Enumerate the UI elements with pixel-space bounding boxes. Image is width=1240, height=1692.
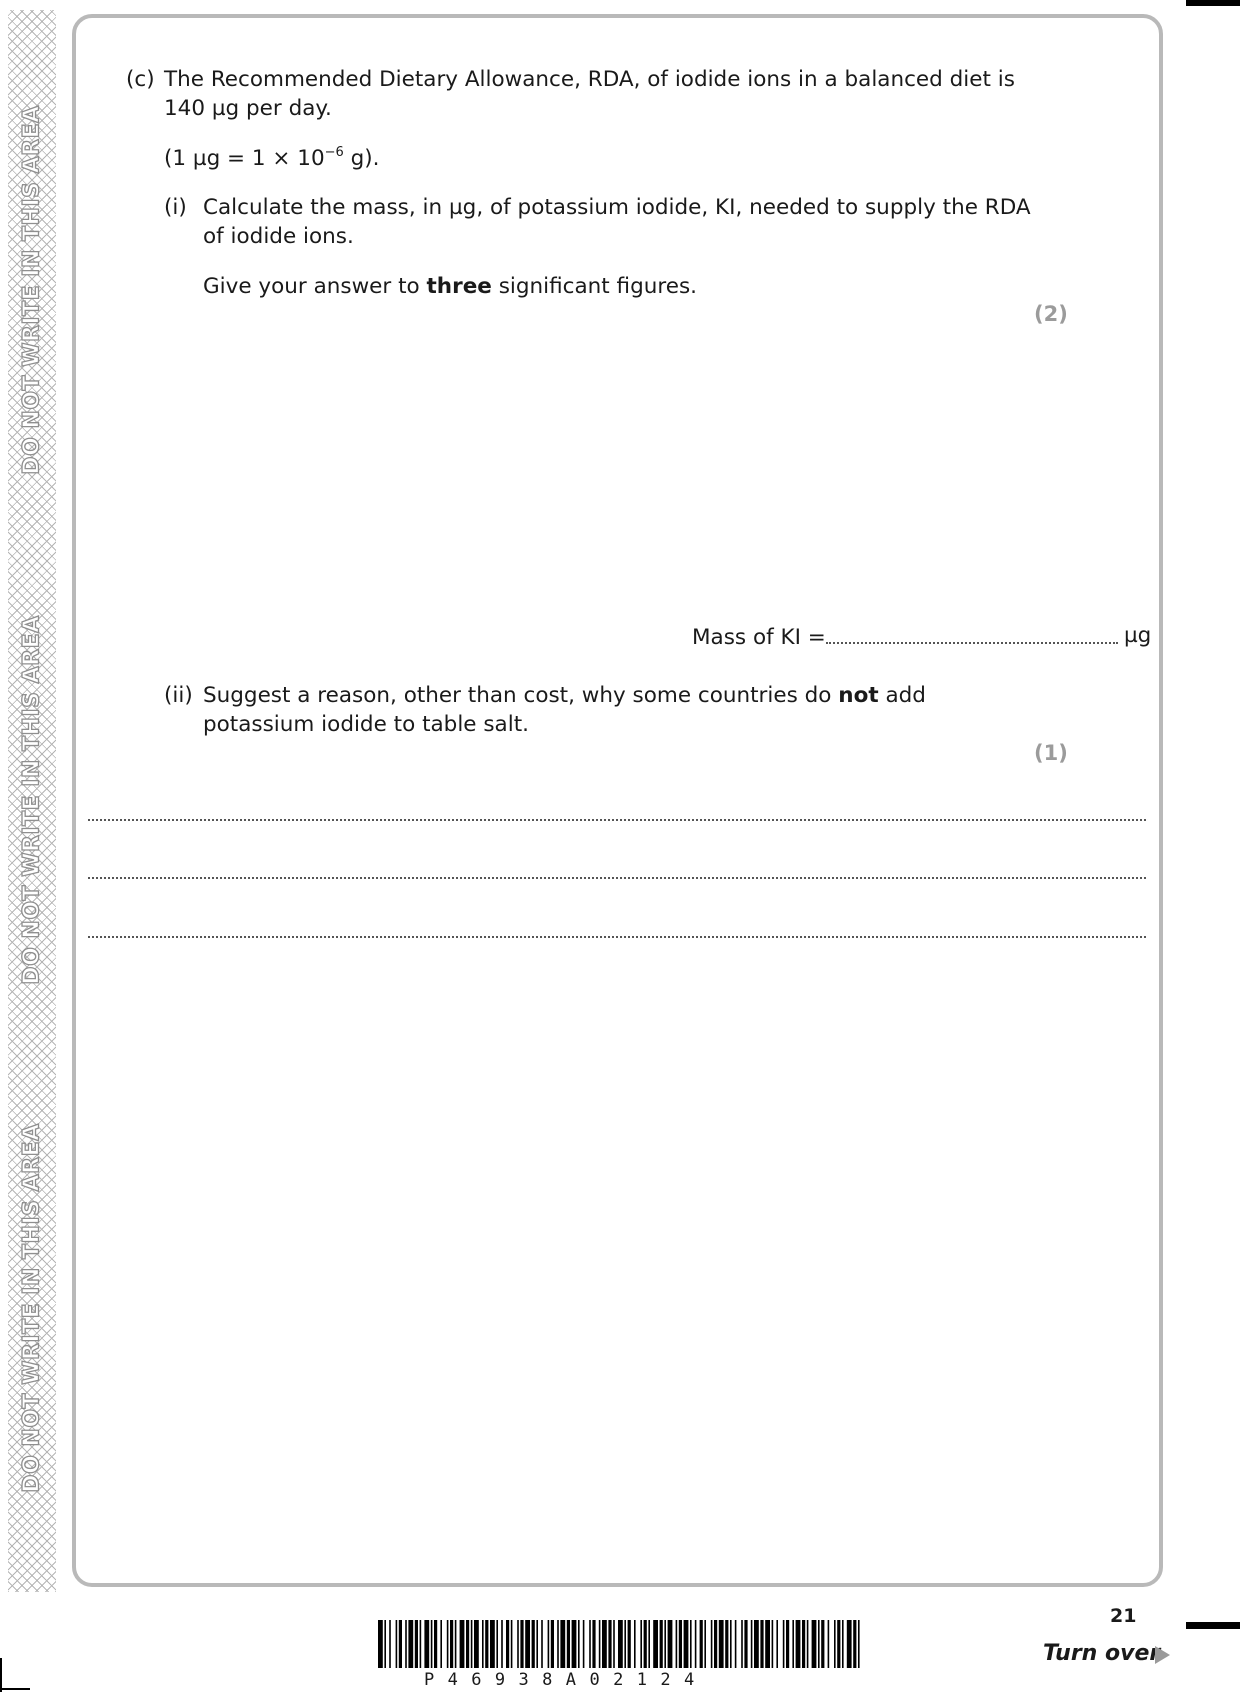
answer-unit: µg (1124, 623, 1152, 648)
barcode-bar (583, 1620, 585, 1668)
crop-mark-horizontal (0, 1688, 30, 1690)
barcode-bar (501, 1620, 503, 1668)
barcode-bar (754, 1620, 759, 1668)
barcode-bar (714, 1620, 717, 1668)
barcode-bar (440, 1620, 442, 1668)
barcode-bar (455, 1620, 457, 1668)
part-ii-text-line2: potassium iodide to table salt. (203, 712, 529, 737)
barcode-bar (676, 1620, 678, 1668)
barcode-bar (735, 1620, 737, 1668)
barcode-bar (482, 1620, 484, 1668)
barcode-bar (792, 1620, 794, 1668)
barcode-bar (618, 1620, 623, 1668)
barcode-bar (431, 1620, 433, 1668)
barcode-bar (668, 1620, 673, 1668)
barcode-bar (589, 1620, 591, 1668)
barcode-bar (664, 1620, 666, 1668)
barcode-bar (812, 1620, 817, 1668)
part-i-text-line2: of iodide ions. (203, 224, 354, 249)
barcode-bar (551, 1620, 554, 1668)
barcode-bar (592, 1620, 595, 1668)
unit-conversion-end: g). (343, 146, 380, 171)
barcode-bar (602, 1620, 607, 1668)
margin-label-middle: DO NOT WRITE IN THIS AREA (19, 615, 45, 985)
barcode-bar (786, 1620, 789, 1668)
barcode-bar (560, 1620, 565, 1668)
barcode-bar (837, 1620, 840, 1668)
barcode-bar (517, 1620, 519, 1668)
barcode-bar (408, 1620, 413, 1668)
barcode-bar (420, 1620, 422, 1668)
barcode-bar (690, 1620, 692, 1668)
turn-over-label: Turn over (1043, 1641, 1161, 1666)
margin-label-top: DO NOT WRITE IN THIS AREA (19, 105, 45, 475)
barcode-bar (807, 1620, 809, 1668)
barcode-bar (399, 1620, 402, 1668)
barcode-bar (744, 1620, 747, 1668)
barcode-bar (634, 1620, 636, 1668)
barcode-bar (648, 1620, 650, 1668)
barcode-bar (490, 1620, 495, 1668)
part-c-label: (c) (126, 67, 155, 92)
barcode-bar (772, 1620, 774, 1668)
barcode-bar (624, 1620, 626, 1668)
part-i-instruction (203, 272, 697, 301)
barcode-bar (525, 1620, 530, 1668)
barcode-bar (679, 1620, 682, 1668)
barcode-bar (450, 1620, 453, 1668)
barcode-bar (567, 1620, 570, 1668)
barcode-bar (776, 1620, 778, 1668)
answer-label: Mass of KI = (692, 625, 826, 650)
part-i-text-line1: Calculate the mass, in µg, of potassium iodide, KI, needed to supply the RDA (203, 195, 1031, 220)
barcode-bar (858, 1620, 860, 1668)
barcode-bar (821, 1620, 824, 1668)
barcode-bar (599, 1620, 601, 1668)
part-ii-post: add (878, 683, 926, 708)
answer-line-1[interactable] (88, 819, 1146, 821)
barcode-bar (506, 1620, 509, 1668)
barcode-bar (834, 1620, 836, 1668)
part-ii-pre: Suggest a reason, other than cost, why some countries do (203, 683, 839, 708)
barcode-bar (474, 1620, 479, 1668)
instruction-bold: three (426, 274, 492, 299)
barcode-bar (730, 1620, 732, 1668)
part-ii-text-line1 (203, 681, 926, 710)
barcode-bar (447, 1620, 449, 1668)
unit-conversion-exponent: −6 (324, 145, 344, 160)
barcode-bar (847, 1620, 852, 1668)
part-ii-marks: (1) (1034, 741, 1068, 765)
barcode-bar (796, 1620, 801, 1668)
barcode-bar (711, 1620, 713, 1668)
registration-mark-top (1186, 0, 1240, 6)
margin-label-bottom: DO NOT WRITE IN THIS AREA (19, 1123, 45, 1493)
barcode-bar (842, 1620, 844, 1668)
barcode-bar (572, 1620, 577, 1668)
part-i-marks: (2) (1034, 302, 1068, 326)
barcode-bar (520, 1620, 523, 1668)
barcode-bar (578, 1620, 580, 1668)
barcode-bar (532, 1620, 535, 1668)
barcode-bar (695, 1620, 697, 1668)
unit-conversion-base: (1 µg = 1 × 10 (164, 146, 325, 171)
barcode-bar (818, 1620, 820, 1668)
barcode-bar (628, 1620, 631, 1668)
barcode-bar (741, 1620, 743, 1668)
barcode-bar (405, 1620, 407, 1668)
barcode-bar (541, 1620, 543, 1668)
barcode-bar (760, 1620, 763, 1668)
barcode-text: P46938A02124 (424, 1670, 708, 1690)
barcode-bar (684, 1620, 689, 1668)
barcode-bar (613, 1620, 615, 1668)
part-i-label: (i) (164, 195, 187, 220)
barcode-bar (828, 1620, 830, 1668)
barcode-bar (496, 1620, 498, 1668)
barcode-bar (389, 1620, 391, 1668)
part-c-text-line2: 140 µg per day. (164, 96, 332, 121)
page-number: 21 (1110, 1605, 1137, 1627)
barcode-bar (783, 1620, 785, 1668)
barcode-bar (765, 1620, 770, 1668)
crop-mark-vertical (0, 1658, 2, 1692)
barcode-bar (802, 1620, 805, 1668)
barcode-bar (415, 1620, 418, 1668)
unit-conversion (164, 144, 380, 176)
barcode-bar (704, 1620, 706, 1668)
barcode-bar (485, 1620, 488, 1668)
barcode-bar (725, 1620, 728, 1668)
barcode-bar (378, 1620, 383, 1668)
barcode-bar (384, 1620, 386, 1668)
barcode-bar (536, 1620, 538, 1668)
barcode-bar (644, 1620, 647, 1668)
barcode-bar (424, 1620, 429, 1668)
barcode-bar (396, 1620, 398, 1668)
barcode-bar (434, 1620, 437, 1668)
barcode (378, 1620, 860, 1668)
barcode-bar (471, 1620, 473, 1668)
barcode-bar (660, 1620, 663, 1668)
turn-over-arrow-icon (1155, 1646, 1170, 1664)
barcode-bar (640, 1620, 642, 1668)
barcode-bar (653, 1620, 658, 1668)
barcode-bar (466, 1620, 469, 1668)
answer-line-3[interactable] (88, 936, 1146, 938)
instruction-post: significant figures. (491, 274, 698, 299)
barcode-bar (719, 1620, 724, 1668)
instruction-pre: Give your answer to (203, 274, 427, 299)
barcode-bar (700, 1620, 703, 1668)
barcode-bar (751, 1620, 753, 1668)
barcode-bar (511, 1620, 513, 1668)
answer-line-2[interactable] (88, 877, 1146, 879)
part-ii-bold: not (838, 683, 879, 708)
barcode-bar (557, 1620, 559, 1668)
registration-mark-bottom (1186, 1622, 1240, 1629)
part-ii-label: (ii) (164, 683, 193, 708)
barcode-bar (608, 1620, 611, 1668)
answer-line-mass[interactable] (826, 642, 1118, 644)
barcode-bar (548, 1620, 550, 1668)
part-c-text-line1: The Recommended Dietary Allowance, RDA, of iodide ions in a balanced diet is (164, 67, 1015, 92)
barcode-bar (853, 1620, 856, 1668)
barcode-bar (460, 1620, 465, 1668)
